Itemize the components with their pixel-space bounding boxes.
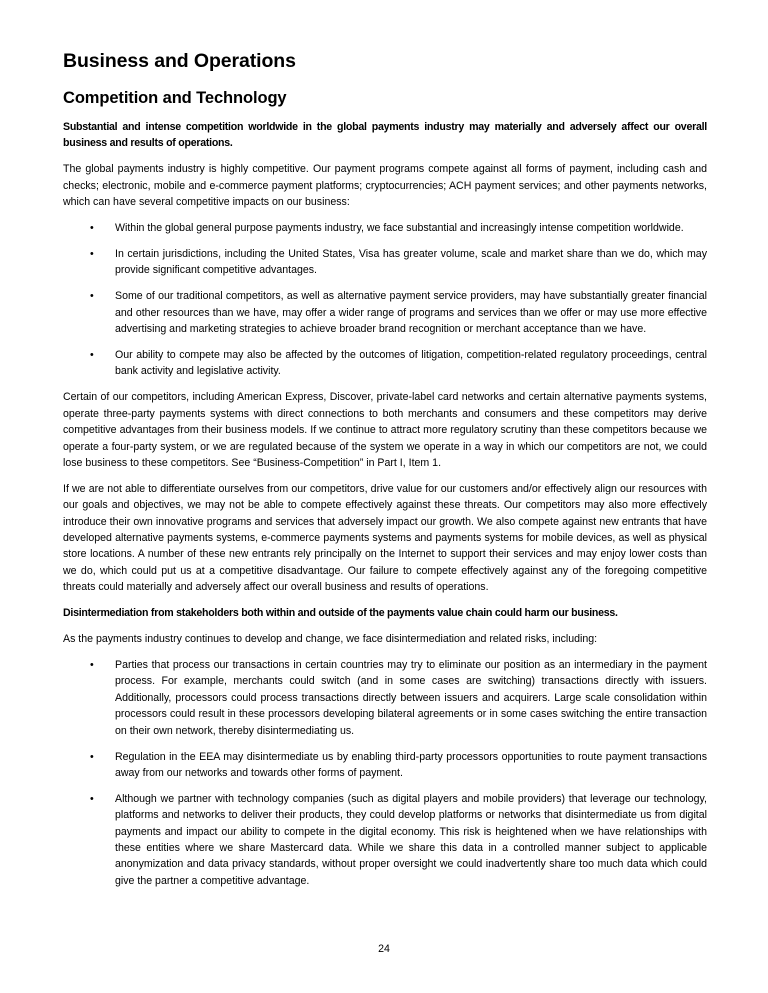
bullet-icon: •	[90, 348, 94, 361]
page-number: 24	[378, 943, 390, 955]
list-item: • Parties that process our transactions in certain countries may try to eliminate our position as an intermediary in the payment process. For example, merchants could switch (and in some cases are switching) transactions directly with issuers. Additionally, processors could process transactions directly between issuers and acquirers. Large scale consolidation within processors could result in these processors developing bilateral agreements or in some cases switching the entire transaction on their own network, thereby disintermediating us.	[90, 658, 707, 737]
bullet-icon: •	[90, 290, 94, 303]
list-item: • Our ability to compete may also be affected by the outcomes of litigation, competition-related regulatory proceedings, central bank activity and legislative activity.	[90, 348, 707, 378]
paragraph: If we are not able to differentiate ourselves from our competitors, drive value for our customers and/or effectively align our resources with our goals and objectives, we may not be able to compete effectively against these threats. Our competitors may also more effectively introduce their own innovative programs and services that adversely impact our growth. We also compete against new entrants that have developed alternative payments systems, e-commerce payments systems and payments systems for mobile devices, as well as physical store locations. A number of these new entrants rely principally on the Internet to support their services and may enjoy lower costs than we do, which could put us at a competitive disadvantage. Our failure to compete effectively against any of the foregoing competitive threats could materially and adversely affect our overall business and results of operations.	[63, 482, 707, 594]
list-item: • Although we partner with technology companies (such as digital players and mobile providers) that leverage our technology, platforms and networks to deliver their products, they could develop platforms or networks that disintermediate us from digital payments and impact our ability to compete in the digital economy. This risk is heightened when we have relationships with these entities where we share Mastercard data. While we share this data in a controlled manner subject to applicable anonymization and data privacy standards, without proper oversight we could inadvertently share too much data which could give the partner a competitive advantage.	[90, 792, 707, 887]
bullet-icon: •	[90, 750, 94, 763]
list-item: • Some of our traditional competitors, as well as alternative payment service providers, may have substantially greater financial and other resources than we have, may offer a wider range of programs and services than we offer or may use more effective advertising and marketing strategies to achieve broader brand recognition or merchant acceptance than we have.	[90, 290, 707, 336]
document-page	[63, 48, 707, 899]
list-item: • In certain jurisdictions, including the United States, Visa has greater volume, scale and market share than we do, which may provide significant competitive advantages.	[90, 247, 707, 277]
paragraph: Certain of our competitors, including American Express, Discover, private-label card networks and certain alternative payments systems, operate three-party payments systems with direct connections to both merchants and consumers and these competitors may derive competitive advantages from their business models. If we continue to attract more regulatory scrutiny than these competitors because we operate a four-party system, or we are regulated because of the system we operate in a way in which our competitors are not, we could lose business to these competitors. See “Business-Competition” in Part I, Item 1.	[63, 391, 707, 469]
bullet-icon: •	[90, 247, 94, 260]
risk-heading-disintermediation: Disintermediation from stakeholders both within and outside of the payments value chain could harm our business.	[63, 607, 618, 620]
bullet-icon: •	[90, 658, 94, 671]
paragraph: The global payments industry is highly competitive. Our payment programs compete against all forms of payment, including cash and checks; electronic, mobile and e-commerce payment platforms; cryptocurrencies; ACH payment services; and other payments networks, which can have several competitive impacts on our business:	[63, 163, 707, 209]
bullet-icon: •	[90, 792, 94, 805]
paragraph: As the payments industry continues to develop and change, we face disintermediation and related risks, including:	[63, 633, 598, 646]
list-item: • Regulation in the EEA may disintermediate us by enabling third-party processors opportunities to route payment transactions away from our networks and towards other forms of payment.	[90, 750, 707, 779]
bullet-icon: •	[90, 222, 94, 235]
bullet-list	[63, 220, 707, 380]
bullet-list	[63, 657, 707, 889]
risk-heading-competition: Substantial and intense competition worldwide in the global payments industry may materially and adversely affect our overall business and results of operations.	[63, 121, 707, 150]
list-item: • Within the global general purpose payments industry, we face substantial and increasingly intense competition worldwide.	[63, 220, 707, 236]
section-title: Business and Operations	[63, 50, 296, 72]
subsection-title: Competition and Technology	[63, 89, 287, 107]
